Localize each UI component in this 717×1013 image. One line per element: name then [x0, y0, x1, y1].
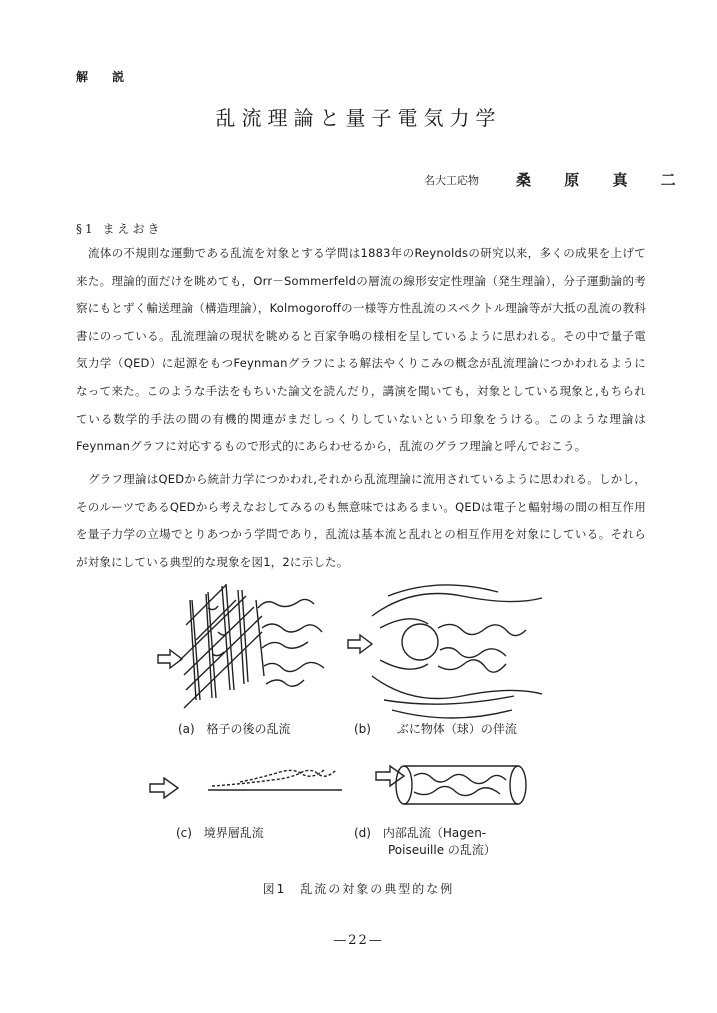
section-tag: 解 説	[76, 70, 135, 84]
panel-tag: (b)	[354, 722, 371, 736]
flow-arrow-c	[150, 778, 178, 798]
pipe-flow-sketch	[396, 766, 526, 804]
panel-d-label-line2: Poiseuille の乱流）	[388, 843, 496, 857]
panel-b-label	[354, 720, 517, 737]
section-heading: §1 まえおき	[76, 222, 163, 236]
panel-caption: ぶに物体（球）の伴流	[396, 722, 517, 736]
panel-tag: (d)	[354, 826, 371, 840]
panel-tag: (a)	[178, 722, 195, 736]
paragraph-text: 流体の不規則な運動である乱流を対象とする学問は1883年のReynoldsの研究以来，多くの成果を上げて来た。理論的面だけを眺めても，Orr－Sommerfeldの層流の線形安定性理論（発生理論），分子運動論的考察にもとずく輸送理論（構造理論），Kolmogoroffの一様等方性乱流のスペクトル理論等が大抵の乱流の教科書にのっている。乱流理論の現状を眺めると百家争鳴の様相を呈しているように思われる。その中で量子電気力学（QED）に起源をもつFeynmanグラフによる解法やくりこみの概念が乱流理論につかわれるようになって来た。このような手法をもちいた論文を読んだり，講演を聞いても，対象としている現象と,もちられている数学的手法の間の有機的関連がまだしっくりしていないという印象をうける。このような理論はFeynmanグラフに対応するもので形式的にあらわせるから，乱流のグラフ理論と呼んでおこう。	[76, 246, 646, 454]
bluff-body-wake-sketch	[372, 585, 542, 718]
paragraph-text: グラフ理論はQEDから統計力学につかわれ,それから乱流理論に流用されているように思われる。しかし，そのルーツであるQEDから考えなおしてみるのも無意味ではあるまい。QEDは電子と輻射場の間の相互作用を量子力学の立場でとりあつかう学問であり，乱流は基本流と乱れとの相互作用を対象にしている。それらが対象にしている典型的な現象を図1，2に示した。	[76, 472, 646, 569]
panel-caption: 内部乱流（Hagen-	[382, 826, 487, 840]
panel-tag: (c)	[176, 826, 192, 840]
boundary-layer-sketch	[208, 770, 342, 790]
author-name: 桑 原 真 二	[516, 171, 690, 189]
panel-caption: 格子の後の乱流	[206, 722, 291, 736]
figure-caption: 図1 乱流の対象の典型的な例	[262, 882, 455, 896]
page-number: —22—	[333, 933, 384, 948]
panel-caption: 境界層乱流	[203, 826, 264, 840]
article-title: 乱流理論と量子電気力学	[215, 106, 502, 130]
panel-a-label	[178, 720, 291, 737]
panel-d-label	[354, 824, 486, 841]
flow-arrow-b	[348, 635, 372, 653]
grid-turbulence-sketch	[180, 584, 324, 708]
panel-c-label	[176, 824, 264, 841]
flow-arrow-a	[158, 650, 182, 668]
author-affiliation: 名大工応物	[424, 174, 479, 187]
